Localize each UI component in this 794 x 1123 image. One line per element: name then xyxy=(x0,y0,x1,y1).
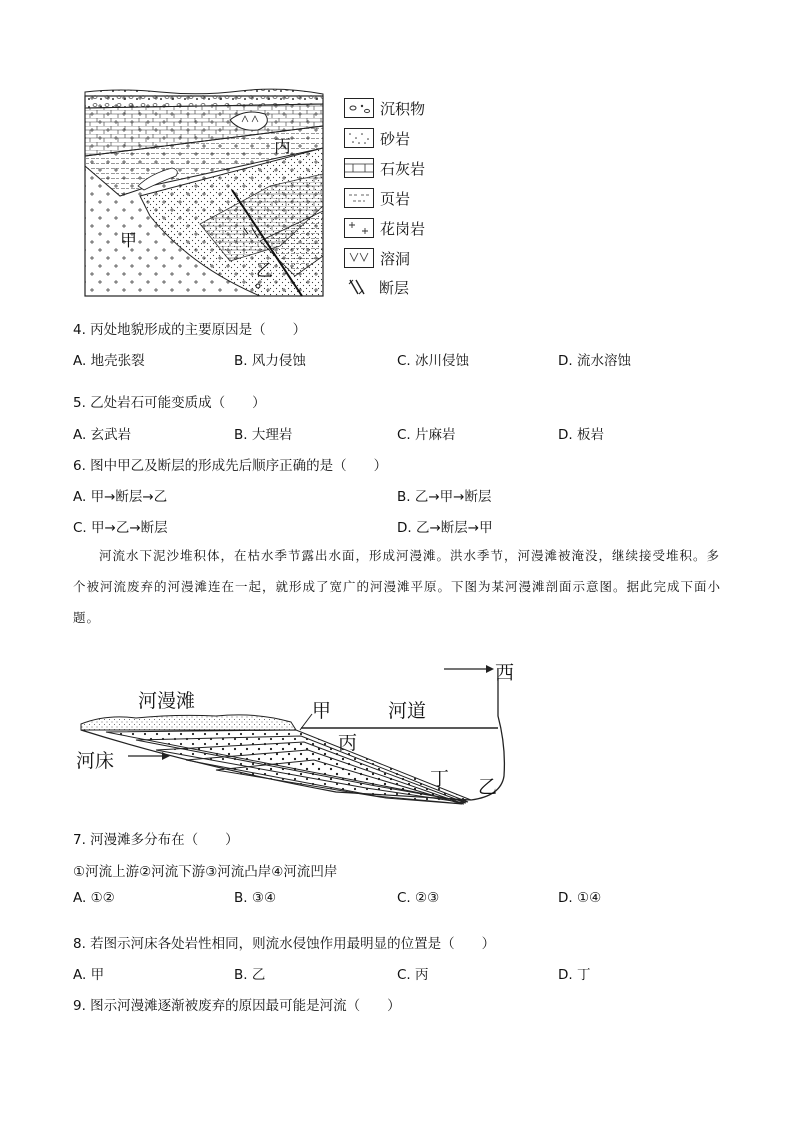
label-floodplain: 河漫滩 xyxy=(138,690,196,712)
limestone-icon xyxy=(344,158,374,178)
q8-option-d[interactable]: D. 丁 xyxy=(558,967,591,983)
legend-item-cave xyxy=(344,247,410,269)
q4-option-d[interactable]: D. 流水溶蚀 xyxy=(558,353,631,369)
legend-item-fault xyxy=(344,276,409,298)
q7-option-a[interactable]: A. ①② xyxy=(73,890,115,906)
granite-icon xyxy=(344,218,374,238)
legend-item-sediment xyxy=(344,97,425,119)
legend-label: 砂岩 xyxy=(380,129,411,148)
q8-option-b[interactable]: B. 乙 xyxy=(234,967,266,983)
reading-passage: 河流水下泥沙堆积体，在枯水季节露出水面，形成河漫滩。洪水季节，河漫滩被淹没，继续接受堆积。多个被河流废弃的河漫滩连在一起，就形成了宽广的河漫滩平原。下图为某河漫滩剖面示意图。据此完成下面小题。 xyxy=(73,548,722,625)
legend-label: 溶洞 xyxy=(380,249,411,268)
q6-option-a[interactable]: A. 甲→断层→乙 xyxy=(73,489,168,505)
label-bing: 丙 xyxy=(274,137,291,157)
legend-item-granite xyxy=(344,217,425,239)
question-7-statements: ①河流上游②河流下游③河流凸岸④河流凹岸 xyxy=(73,864,338,880)
q8-option-c[interactable]: C. 丙 xyxy=(397,967,429,983)
legend-label: 石灰岩 xyxy=(380,159,426,178)
q7-option-b[interactable]: B. ③④ xyxy=(234,890,277,906)
legend-label: 页岩 xyxy=(380,189,411,208)
label-ding: 丁 xyxy=(430,768,450,790)
legend-label: 断层 xyxy=(379,278,410,297)
sandstone-icon xyxy=(344,128,374,148)
cave-icon xyxy=(344,248,374,268)
fault-icon xyxy=(344,278,372,296)
q6-option-b[interactable]: B. 乙→甲→断层 xyxy=(397,489,492,505)
label-riverbed: 河床 xyxy=(76,750,115,772)
q6-option-c[interactable]: C. 甲→乙→断层 xyxy=(73,520,168,536)
label-yi: 乙 xyxy=(256,261,273,281)
legend-item-limestone xyxy=(344,157,425,179)
legend-label: 花岗岩 xyxy=(380,219,426,238)
label-yi: 乙 xyxy=(478,776,498,798)
q4-option-c[interactable]: C. 冰川侵蚀 xyxy=(397,353,470,369)
q4-option-a[interactable]: A. 地壳张裂 xyxy=(73,353,145,369)
q5-option-b[interactable]: B. 大理岩 xyxy=(234,427,293,443)
floodplain-section-svg xyxy=(76,656,526,806)
legend-label: 沉积物 xyxy=(380,99,426,118)
question-7-stem: 7. 河漫滩多分布在（ ） xyxy=(73,832,239,848)
q6-option-d[interactable]: D. 乙→断层→甲 xyxy=(397,520,493,536)
geology-section-svg xyxy=(80,86,330,300)
label-channel: 河道 xyxy=(388,700,427,722)
label-bing: 丙 xyxy=(338,732,358,754)
legend-item-sandstone xyxy=(344,127,410,149)
question-5-stem: 5. 乙处岩石可能变质成（ ） xyxy=(73,395,266,411)
q8-option-a[interactable]: A. 甲 xyxy=(73,967,105,983)
shale-icon xyxy=(344,188,374,208)
floodplain-figure xyxy=(76,656,526,806)
label-jia: 甲 xyxy=(120,231,137,251)
q4-option-b[interactable]: B. 风力侵蚀 xyxy=(234,353,306,369)
geology-figure xyxy=(80,86,330,300)
question-6-stem: 6. 图中甲乙及断层的形成先后顺序正确的是（ ） xyxy=(73,458,388,474)
q7-option-c[interactable]: C. ②③ xyxy=(397,890,440,906)
question-8-stem: 8. 若图示河床各处岩性相同，则流水侵蚀作用最明显的位置是（ ） xyxy=(73,936,496,952)
question-9-stem: 9. 图示河漫滩逐渐被废弃的原因最可能是河流（ ） xyxy=(73,998,401,1014)
label-jia: 甲 xyxy=(312,700,332,722)
q5-option-d[interactable]: D. 板岩 xyxy=(558,427,604,443)
q7-option-d[interactable]: D. ①④ xyxy=(558,890,602,906)
q5-option-c[interactable]: C. 片麻岩 xyxy=(397,427,456,443)
legend-item-shale xyxy=(344,187,410,209)
label-west: 西 xyxy=(495,662,515,684)
q5-option-a[interactable]: A. 玄武岩 xyxy=(73,427,132,443)
sediment-icon xyxy=(344,98,374,118)
question-4-stem: 4. 丙处地貌形成的主要原因是（ ） xyxy=(73,322,307,338)
